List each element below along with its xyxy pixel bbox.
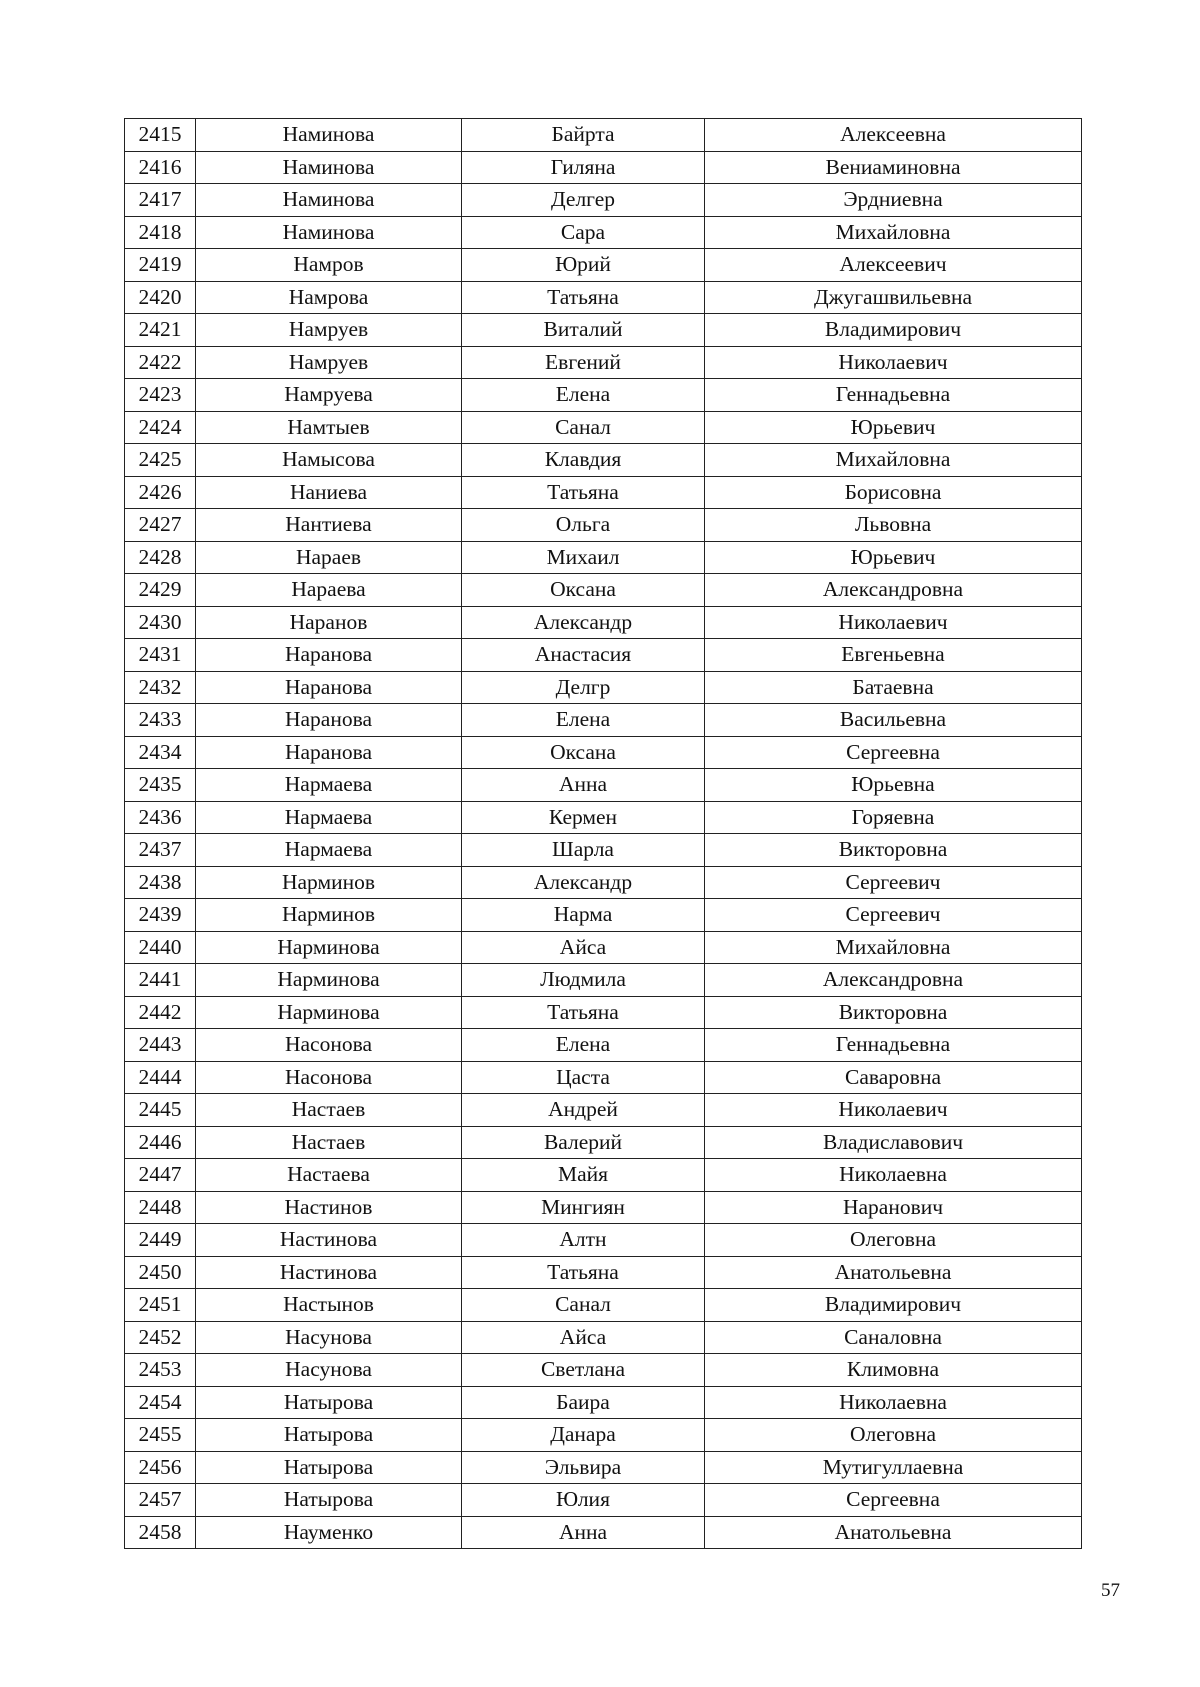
patronymic-cell: Владиславович [705, 1126, 1082, 1159]
last-name-cell: Наминова [196, 151, 462, 184]
last-name-cell: Настаева [196, 1159, 462, 1192]
table-row [125, 379, 1082, 412]
row-number-cell: 2429 [125, 574, 196, 607]
patronymic-cell: Геннадьевна [705, 379, 1082, 412]
patronymic-cell: Евгеньевна [705, 639, 1082, 672]
first-name-cell: Оксана [462, 736, 705, 769]
patronymic-cell: Александровна [705, 964, 1082, 997]
row-number-cell: 2440 [125, 931, 196, 964]
first-name-cell: Эльвира [462, 1451, 705, 1484]
patronymic-cell: Климовна [705, 1354, 1082, 1387]
last-name-cell: Наранова [196, 639, 462, 672]
table-row [125, 1159, 1082, 1192]
first-name-cell: Мингиян [462, 1191, 705, 1224]
last-name-cell: Настинов [196, 1191, 462, 1224]
patronymic-cell: Юрьевич [705, 411, 1082, 444]
first-name-cell: Цаста [462, 1061, 705, 1094]
patronymic-cell: Борисовна [705, 476, 1082, 509]
patronymic-cell: Владимирович [705, 314, 1082, 347]
table-row [125, 834, 1082, 867]
last-name-cell: Настаев [196, 1126, 462, 1159]
first-name-cell: Елена [462, 704, 705, 737]
row-number-cell: 2449 [125, 1224, 196, 1257]
names-table [124, 118, 1082, 1549]
patronymic-cell: Александровна [705, 574, 1082, 607]
first-name-cell: Клавдия [462, 444, 705, 477]
last-name-cell: Намруев [196, 314, 462, 347]
first-name-cell: Делгр [462, 671, 705, 704]
table-row [125, 281, 1082, 314]
row-number-cell: 2443 [125, 1029, 196, 1062]
row-number-cell: 2454 [125, 1386, 196, 1419]
row-number-cell: 2442 [125, 996, 196, 1029]
first-name-cell: Сара [462, 216, 705, 249]
table-row [125, 964, 1082, 997]
patronymic-cell: Саналовна [705, 1321, 1082, 1354]
patronymic-cell: Михайловна [705, 216, 1082, 249]
first-name-cell: Шарла [462, 834, 705, 867]
last-name-cell: Нараева [196, 574, 462, 607]
first-name-cell: Айса [462, 1321, 705, 1354]
last-name-cell: Настинова [196, 1224, 462, 1257]
table-row [125, 801, 1082, 834]
patronymic-cell: Викторовна [705, 834, 1082, 867]
table-row [125, 899, 1082, 932]
table-row [125, 541, 1082, 574]
patronymic-cell: Николаевна [705, 1159, 1082, 1192]
table-row [125, 1224, 1082, 1257]
last-name-cell: Настаев [196, 1094, 462, 1127]
last-name-cell: Намрова [196, 281, 462, 314]
last-name-cell: Наминова [196, 216, 462, 249]
first-name-cell: Кермен [462, 801, 705, 834]
patronymic-cell: Васильевна [705, 704, 1082, 737]
patronymic-cell: Владимирович [705, 1289, 1082, 1322]
table-row [125, 119, 1082, 152]
first-name-cell: Делгер [462, 184, 705, 217]
row-number-cell: 2451 [125, 1289, 196, 1322]
table-row [125, 606, 1082, 639]
row-number-cell: 2456 [125, 1451, 196, 1484]
patronymic-cell: Олеговна [705, 1224, 1082, 1257]
last-name-cell: Наранов [196, 606, 462, 639]
row-number-cell: 2452 [125, 1321, 196, 1354]
row-number-cell: 2445 [125, 1094, 196, 1127]
row-number-cell: 2416 [125, 151, 196, 184]
table-row [125, 1386, 1082, 1419]
row-number-cell: 2453 [125, 1354, 196, 1387]
first-name-cell: Алтн [462, 1224, 705, 1257]
patronymic-cell: Алексеевич [705, 249, 1082, 282]
last-name-cell: Нантиева [196, 509, 462, 542]
first-name-cell: Нарма [462, 899, 705, 932]
table-row [125, 184, 1082, 217]
last-name-cell: Намтыев [196, 411, 462, 444]
table-row [125, 151, 1082, 184]
row-number-cell: 2418 [125, 216, 196, 249]
row-number-cell: 2430 [125, 606, 196, 639]
patronymic-cell: Анатольевна [705, 1256, 1082, 1289]
last-name-cell: Нарминов [196, 899, 462, 932]
last-name-cell: Намысова [196, 444, 462, 477]
row-number-cell: 2444 [125, 1061, 196, 1094]
last-name-cell: Насонова [196, 1029, 462, 1062]
patronymic-cell: Михайловна [705, 931, 1082, 964]
first-name-cell: Баира [462, 1386, 705, 1419]
table-row [125, 996, 1082, 1029]
patronymic-cell: Батаевна [705, 671, 1082, 704]
last-name-cell: Наниева [196, 476, 462, 509]
row-number-cell: 2431 [125, 639, 196, 672]
last-name-cell: Насунова [196, 1321, 462, 1354]
table-row [125, 1354, 1082, 1387]
row-number-cell: 2437 [125, 834, 196, 867]
row-number-cell: 2420 [125, 281, 196, 314]
table-row [125, 1029, 1082, 1062]
last-name-cell: Нармаева [196, 834, 462, 867]
row-number-cell: 2446 [125, 1126, 196, 1159]
patronymic-cell: Анатольевна [705, 1516, 1082, 1549]
patronymic-cell: Юрьевич [705, 541, 1082, 574]
row-number-cell: 2423 [125, 379, 196, 412]
patronymic-cell: Николаевич [705, 606, 1082, 639]
patronymic-cell: Сергеевна [705, 1484, 1082, 1517]
last-name-cell: Науменко [196, 1516, 462, 1549]
table-row [125, 509, 1082, 542]
table-row [125, 1191, 1082, 1224]
last-name-cell: Намров [196, 249, 462, 282]
first-name-cell: Юлия [462, 1484, 705, 1517]
row-number-cell: 2448 [125, 1191, 196, 1224]
table-row [125, 216, 1082, 249]
row-number-cell: 2458 [125, 1516, 196, 1549]
table-row [125, 346, 1082, 379]
first-name-cell: Светлана [462, 1354, 705, 1387]
last-name-cell: Натырова [196, 1484, 462, 1517]
row-number-cell: 2422 [125, 346, 196, 379]
first-name-cell: Евгений [462, 346, 705, 379]
row-number-cell: 2427 [125, 509, 196, 542]
first-name-cell: Валерий [462, 1126, 705, 1159]
table-row [125, 736, 1082, 769]
first-name-cell: Татьяна [462, 281, 705, 314]
first-name-cell: Татьяна [462, 1256, 705, 1289]
row-number-cell: 2438 [125, 866, 196, 899]
first-name-cell: Майя [462, 1159, 705, 1192]
row-number-cell: 2450 [125, 1256, 196, 1289]
row-number-cell: 2426 [125, 476, 196, 509]
patronymic-cell: Николаевич [705, 346, 1082, 379]
patronymic-cell: Алексеевна [705, 119, 1082, 152]
row-number-cell: 2419 [125, 249, 196, 282]
last-name-cell: Наранова [196, 671, 462, 704]
patronymic-cell: Сергеевич [705, 866, 1082, 899]
last-name-cell: Нарминова [196, 996, 462, 1029]
first-name-cell: Юрий [462, 249, 705, 282]
first-name-cell: Андрей [462, 1094, 705, 1127]
table-row [125, 411, 1082, 444]
table-row [125, 671, 1082, 704]
patronymic-cell: Львовна [705, 509, 1082, 542]
table-row [125, 444, 1082, 477]
last-name-cell: Нарминова [196, 964, 462, 997]
table-row [125, 1419, 1082, 1452]
row-number-cell: 2434 [125, 736, 196, 769]
patronymic-cell: Сергеевна [705, 736, 1082, 769]
table-row [125, 249, 1082, 282]
last-name-cell: Натырова [196, 1386, 462, 1419]
patronymic-cell: Юрьевна [705, 769, 1082, 802]
table-row [125, 1094, 1082, 1127]
row-number-cell: 2415 [125, 119, 196, 152]
table-row [125, 1516, 1082, 1549]
first-name-cell: Гиляна [462, 151, 705, 184]
last-name-cell: Намруева [196, 379, 462, 412]
patronymic-cell: Джугашвильевна [705, 281, 1082, 314]
row-number-cell: 2425 [125, 444, 196, 477]
patronymic-cell: Викторовна [705, 996, 1082, 1029]
table-row [125, 476, 1082, 509]
last-name-cell: Наранова [196, 736, 462, 769]
table-row [125, 1256, 1082, 1289]
table-row [125, 1289, 1082, 1322]
last-name-cell: Насунова [196, 1354, 462, 1387]
first-name-cell: Санал [462, 411, 705, 444]
last-name-cell: Настынов [196, 1289, 462, 1322]
table-row [125, 1061, 1082, 1094]
table-row [125, 866, 1082, 899]
patronymic-cell: Олеговна [705, 1419, 1082, 1452]
patronymic-cell: Геннадьевна [705, 1029, 1082, 1062]
first-name-cell: Данара [462, 1419, 705, 1452]
last-name-cell: Насонова [196, 1061, 462, 1094]
first-name-cell: Александр [462, 866, 705, 899]
row-number-cell: 2421 [125, 314, 196, 347]
first-name-cell: Людмила [462, 964, 705, 997]
last-name-cell: Наминова [196, 184, 462, 217]
table-row [125, 769, 1082, 802]
first-name-cell: Елена [462, 379, 705, 412]
first-name-cell: Оксана [462, 574, 705, 607]
patronymic-cell: Горяевна [705, 801, 1082, 834]
first-name-cell: Татьяна [462, 476, 705, 509]
first-name-cell: Анна [462, 769, 705, 802]
patronymic-cell: Наранович [705, 1191, 1082, 1224]
row-number-cell: 2428 [125, 541, 196, 574]
patronymic-cell: Михайловна [705, 444, 1082, 477]
table-row [125, 1126, 1082, 1159]
table-row [125, 704, 1082, 737]
row-number-cell: 2455 [125, 1419, 196, 1452]
table-row [125, 1484, 1082, 1517]
last-name-cell: Нарминов [196, 866, 462, 899]
last-name-cell: Нараев [196, 541, 462, 574]
row-number-cell: 2457 [125, 1484, 196, 1517]
row-number-cell: 2433 [125, 704, 196, 737]
table-row [125, 1451, 1082, 1484]
first-name-cell: Айса [462, 931, 705, 964]
patronymic-cell: Сергеевич [705, 899, 1082, 932]
table-row [125, 1321, 1082, 1354]
first-name-cell: Ольга [462, 509, 705, 542]
patronymic-cell: Мутигуллаевна [705, 1451, 1082, 1484]
row-number-cell: 2436 [125, 801, 196, 834]
row-number-cell: 2417 [125, 184, 196, 217]
patronymic-cell: Николаевна [705, 1386, 1082, 1419]
first-name-cell: Михаил [462, 541, 705, 574]
last-name-cell: Натырова [196, 1451, 462, 1484]
last-name-cell: Настинова [196, 1256, 462, 1289]
row-number-cell: 2435 [125, 769, 196, 802]
last-name-cell: Нармаева [196, 769, 462, 802]
table-row [125, 639, 1082, 672]
table-row [125, 314, 1082, 347]
patronymic-cell: Николаевич [705, 1094, 1082, 1127]
first-name-cell: Александр [462, 606, 705, 639]
row-number-cell: 2447 [125, 1159, 196, 1192]
first-name-cell: Санал [462, 1289, 705, 1322]
first-name-cell: Анастасия [462, 639, 705, 672]
names-table-body [125, 119, 1082, 1549]
last-name-cell: Нармаева [196, 801, 462, 834]
first-name-cell: Елена [462, 1029, 705, 1062]
first-name-cell: Виталий [462, 314, 705, 347]
first-name-cell: Татьяна [462, 996, 705, 1029]
last-name-cell: Намруев [196, 346, 462, 379]
first-name-cell: Байрта [462, 119, 705, 152]
last-name-cell: Натырова [196, 1419, 462, 1452]
last-name-cell: Наранова [196, 704, 462, 737]
patronymic-cell: Вениаминовна [705, 151, 1082, 184]
row-number-cell: 2432 [125, 671, 196, 704]
row-number-cell: 2441 [125, 964, 196, 997]
patronymic-cell: Саваровна [705, 1061, 1082, 1094]
table-row [125, 931, 1082, 964]
page-number: 57 [1101, 1580, 1120, 1601]
table-row [125, 574, 1082, 607]
last-name-cell: Наминова [196, 119, 462, 152]
row-number-cell: 2439 [125, 899, 196, 932]
last-name-cell: Нарминова [196, 931, 462, 964]
row-number-cell: 2424 [125, 411, 196, 444]
patronymic-cell: Эрдниевна [705, 184, 1082, 217]
first-name-cell: Анна [462, 1516, 705, 1549]
